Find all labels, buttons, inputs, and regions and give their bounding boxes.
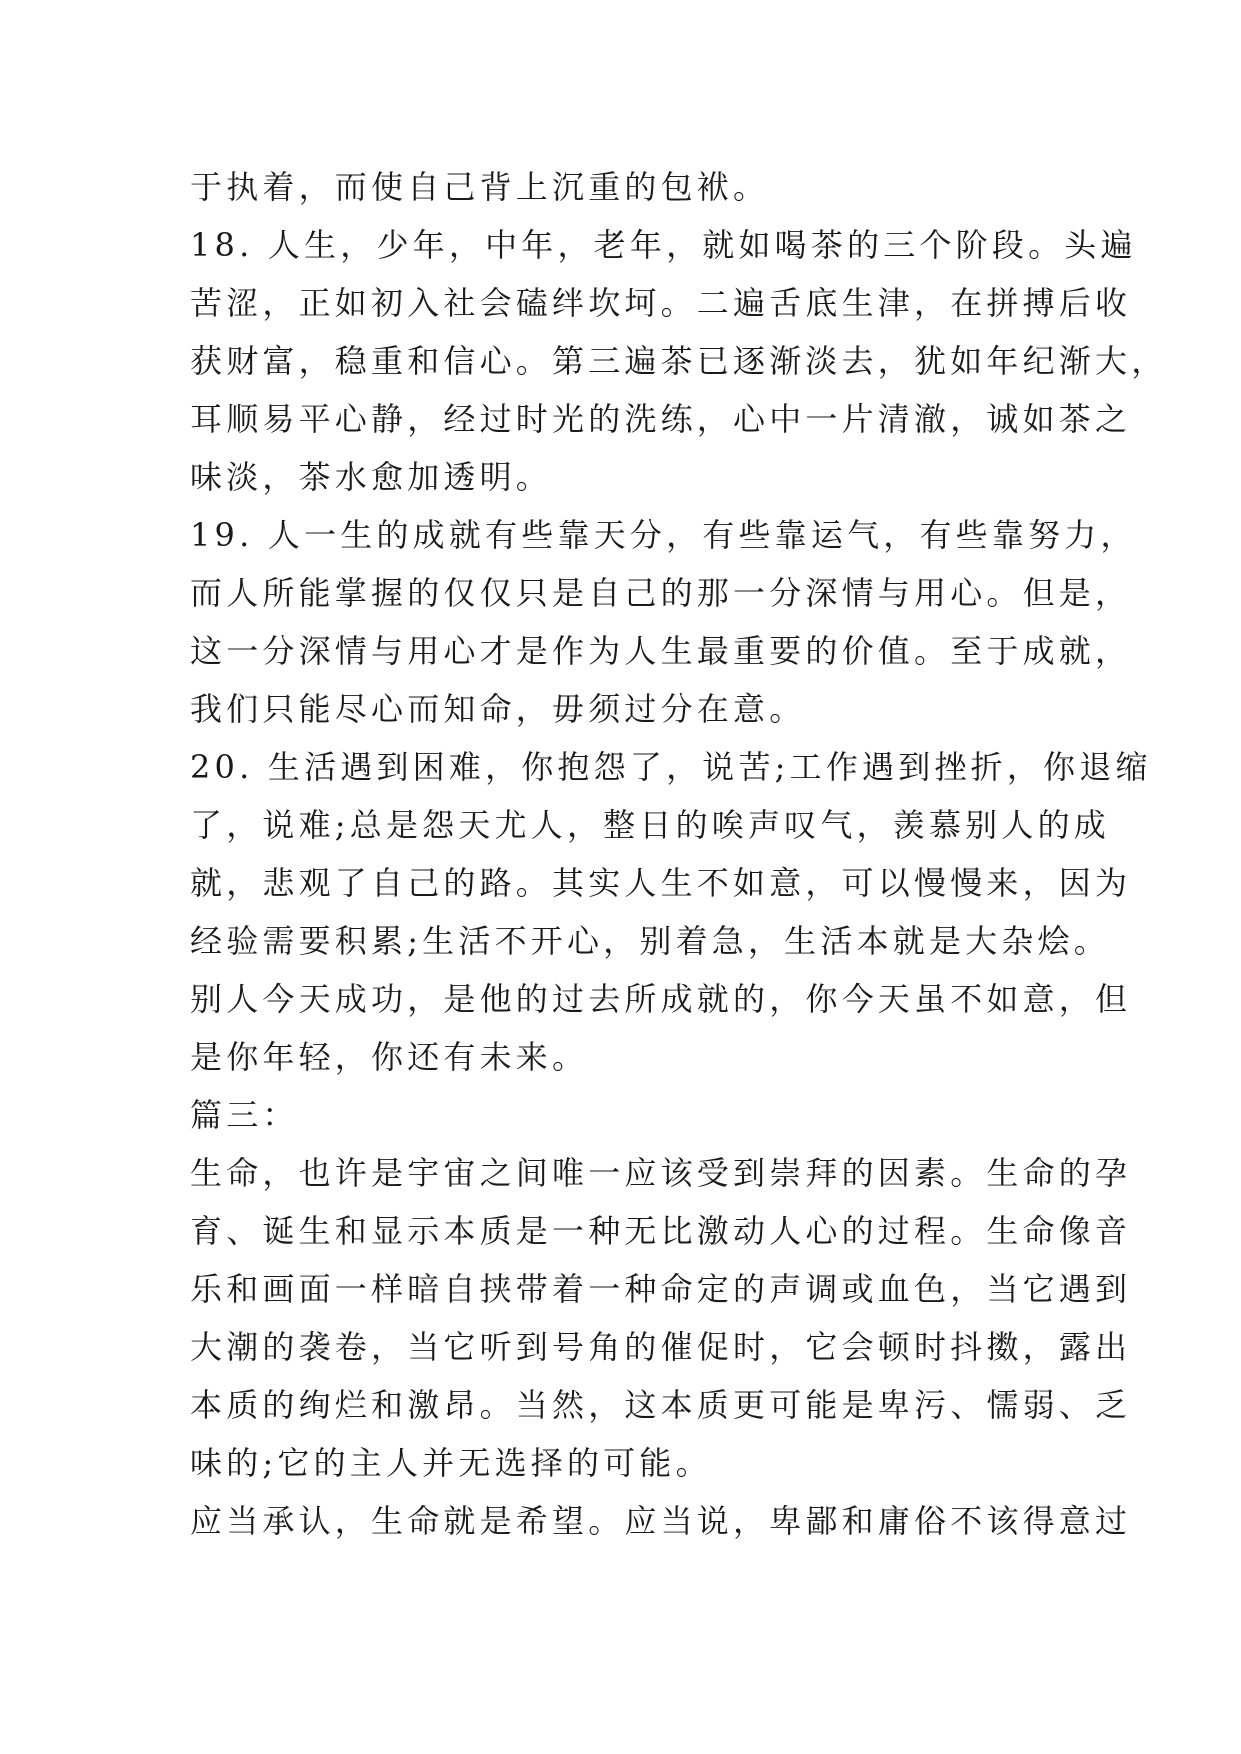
text-line: 生命，也许是宇宙之间唯一应该受到崇拜的因素。生命的孕 <box>190 1154 1132 1192</box>
text-line: 获财富，稳重和信心。第三遍茶已逐渐淡去，犹如年纪渐大， <box>190 342 1168 380</box>
text-line: 而人所能掌握的仅仅只是自己的那一分深情与用心。但是， <box>190 574 1132 612</box>
text-line: 经验需要积累;生活不开心，别着急，生活本就是大杂烩。 <box>190 922 1110 960</box>
text-line: 了，说难;总是怨天尤人，整日的唉声叹气，羡慕别人的成 <box>190 806 1110 844</box>
text-line: 味淡，茶水愈加透明。 <box>190 458 553 496</box>
text-line: 苦涩，正如初入社会磕绊坎坷。二遍舌底生津，在拼搏后收 <box>190 284 1132 322</box>
text-line: 我们只能尽心而知命，毋须过分在意。 <box>190 690 806 728</box>
text-line: 育、诞生和显示本质是一种无比激动人心的过程。生命像音 <box>190 1212 1132 1250</box>
text-line: 大潮的袭卷，当它听到号角的催促时，它会顿时抖擞，露出 <box>190 1328 1132 1366</box>
text-line: 味的;它的主人并无选择的可能。 <box>190 1444 712 1482</box>
text-line: 应当承认，生命就是希望。应当说，卑鄙和庸俗不该得意过 <box>190 1502 1132 1540</box>
text-line: 18. 人生，少年，中年，老年，就如喝茶的三个阶段。头遍 <box>190 226 1137 264</box>
section-heading: 篇三： <box>190 1096 299 1134</box>
text-line: 于执着，而使自己背上沉重的包袱。 <box>190 168 770 206</box>
text-line: 20. 生活遇到困难，你抱怨了，说苦;工作遇到挫折，你退缩 <box>190 748 1152 786</box>
text-line: 19. 人一生的成就有些靠天分，有些靠运气，有些靠努力， <box>190 516 1137 554</box>
text-line: 耳顺易平心静，经过时光的洗练，心中一片清澈，诚如茶之 <box>190 400 1132 438</box>
document-body <box>190 158 1168 1550</box>
text-line: 乐和画面一样暗自挟带着一种命定的声调或血色，当它遇到 <box>190 1270 1132 1308</box>
text-line: 别人今天成功，是他的过去所成就的，你今天虽不如意，但 <box>190 980 1132 1018</box>
text-line: 本质的绚烂和激昂。当然，这本质更可能是卑污、懦弱、乏 <box>190 1386 1132 1424</box>
text-line: 这一分深情与用心才是作为人生最重要的价值。至于成就， <box>190 632 1132 670</box>
text-line: 就，悲观了自己的路。其实人生不如意，可以慢慢来，因为 <box>190 864 1132 902</box>
text-line: 是你年轻，你还有未来。 <box>190 1038 589 1076</box>
